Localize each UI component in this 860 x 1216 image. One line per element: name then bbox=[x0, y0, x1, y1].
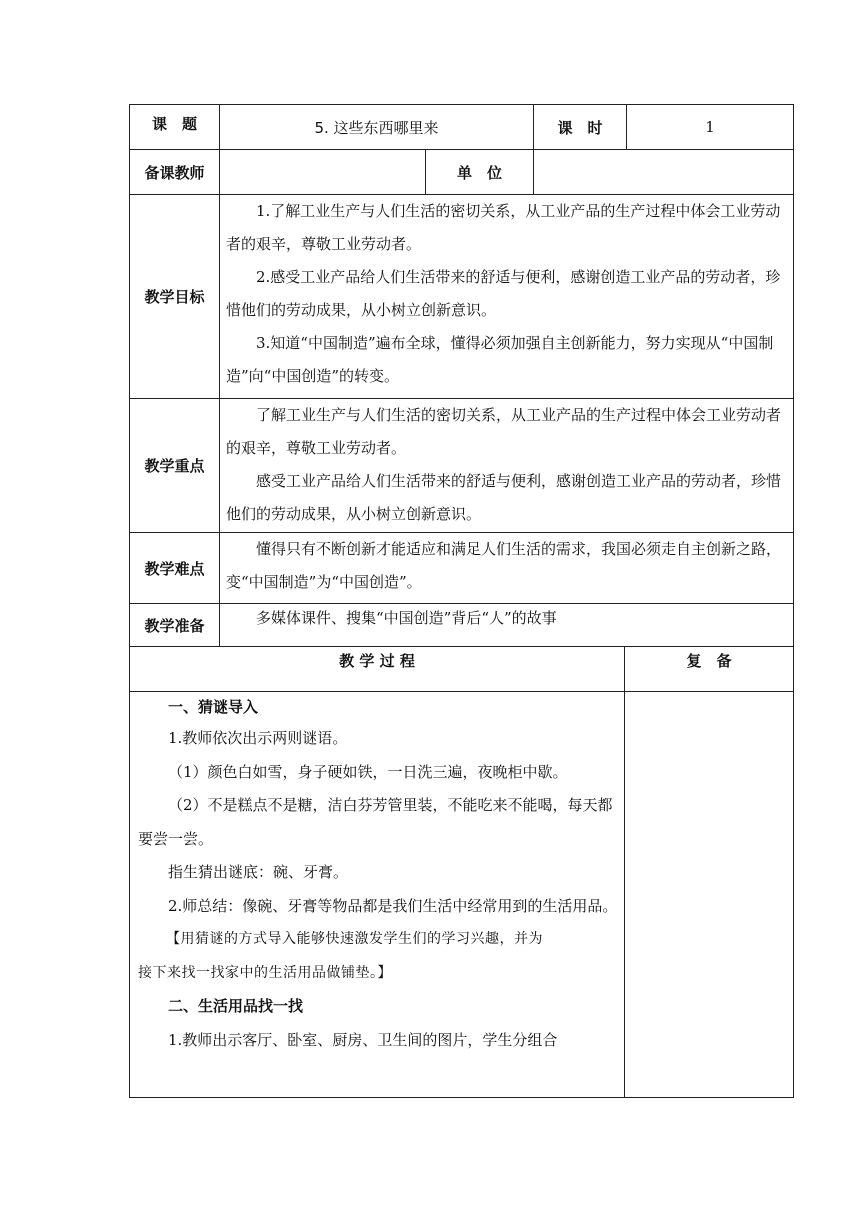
goals-content bbox=[220, 195, 794, 399]
key-points-row bbox=[130, 399, 794, 533]
goal-item: 1.了解工业生产与人们生活的密切关系，从工业产品的生产过程中体会工业劳动者的艰辛，尊敬工业劳动者。 bbox=[226, 202, 781, 253]
section-title: 二、生活用品找一找 bbox=[168, 997, 304, 1015]
teaching-note: 接下来找一找家中的生活用品做铺垫。】 bbox=[138, 964, 392, 981]
difficulties-content bbox=[220, 533, 794, 604]
goals-row bbox=[130, 195, 794, 399]
process-header: 教 学 过 程 bbox=[130, 647, 625, 692]
preparation-content bbox=[220, 604, 794, 647]
process-paragraph: 指生猜出谜底：碗、牙膏。 bbox=[168, 863, 349, 881]
lesson-label: 课 题 bbox=[130, 105, 220, 150]
difficulties-label: 教学难点 bbox=[130, 533, 220, 604]
review-header: 复 备 bbox=[625, 647, 794, 692]
process-body-row bbox=[130, 692, 794, 1098]
teaching-note: 【用猜谜的方式导入能够快速激发学生们的学习兴趣，并为 bbox=[166, 931, 543, 947]
key-points-content bbox=[220, 399, 794, 533]
lesson-title: 5. 这些东西哪里来 bbox=[220, 105, 534, 150]
teacher-value bbox=[220, 150, 426, 195]
difficulties-text: 懂得只有不断创新才能适应和满足人们生活的需求，我国必须走自主创新之路，变“中国制造”为“中国创造”。 bbox=[226, 540, 782, 591]
period-label: 课 时 bbox=[534, 105, 627, 150]
teacher-row bbox=[130, 150, 794, 195]
lesson-row bbox=[130, 105, 794, 150]
process-content bbox=[130, 692, 625, 1098]
review-column bbox=[625, 692, 794, 1098]
section-title: 一、猜谜导入 bbox=[168, 698, 259, 716]
process-paragraph: 2.师总结：像碗、牙膏等物品都是我们生活中经常用到的生活用品。 bbox=[168, 896, 618, 915]
key-point-item: 感受工业产品给人们生活带来的舒适与便利，感谢创造工业产品的劳动者，珍惜他们的劳动成果，从小树立创新意识。 bbox=[226, 472, 782, 523]
process-paragraph: 1.教师出示客厅、卧室、厨房、卫生间的图片，学生分组合 bbox=[168, 1030, 558, 1049]
goal-item: 2.感受工业产品给人们生活带来的舒适与便利，感谢创造工业产品的劳动者，珍惜他们的劳动成果，从小树立创新意识。 bbox=[226, 268, 781, 319]
process-table bbox=[129, 646, 794, 1098]
lesson-info-table bbox=[129, 104, 794, 647]
key-point-item: 了解工业生产与人们生活的密切关系，从工业产品的生产过程中体会工业劳动者的艰辛，尊敬工业劳动者。 bbox=[226, 406, 782, 457]
process-paragraph: （2）不是糕点不是糖，洁白芬芳管里装，不能吃来不能喝，每天都要尝一尝。 bbox=[138, 796, 613, 848]
unit-value bbox=[534, 150, 794, 195]
goal-item: 3.知道“中国制造”遍布全球，懂得必须加强自主创新能力，努力实现从“中国制造”向“中国创造”的转变。 bbox=[226, 334, 774, 385]
preparation-row bbox=[130, 604, 794, 647]
key-points-label: 教学重点 bbox=[130, 399, 220, 533]
period-value: 1 bbox=[627, 105, 794, 150]
preparation-text: 多媒体课件、搜集“中国创造”背后“人”的故事 bbox=[256, 609, 557, 627]
goals-label: 教学目标 bbox=[130, 195, 220, 399]
preparation-label: 教学准备 bbox=[130, 604, 220, 647]
process-paragraph: （1）颜色白如雪，身子硬如铁，一日洗三遍，夜晚柜中歇。 bbox=[168, 762, 568, 781]
process-header-row bbox=[130, 647, 794, 692]
unit-label: 单 位 bbox=[426, 150, 534, 195]
process-paragraph: 1.教师依次出示两则谜语。 bbox=[168, 729, 348, 747]
difficulties-row bbox=[130, 533, 794, 604]
teacher-label: 备课教师 bbox=[130, 150, 220, 195]
